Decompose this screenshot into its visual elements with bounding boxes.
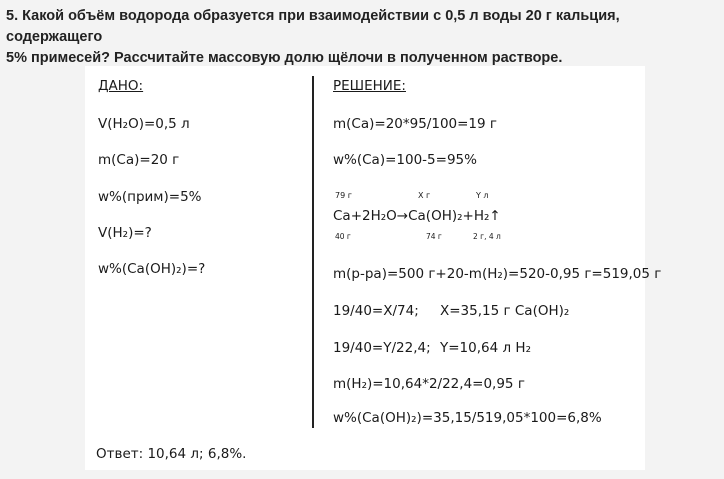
result-y: Y=10,64 л H₂ bbox=[440, 340, 531, 356]
reaction-equation bbox=[333, 208, 501, 224]
mass-pure-calcium: m(Ca)=20*95/100=19 г bbox=[333, 116, 497, 132]
eq-below-ca: 40 г bbox=[335, 232, 351, 241]
eq-above-h2: Y л bbox=[476, 191, 489, 200]
proportion-y: 19/40=Y/22,4; bbox=[333, 340, 431, 356]
calcium-purity: w%(Ca)=100-5=95% bbox=[333, 152, 477, 168]
eq-products: Ca(OH)₂+H₂ bbox=[408, 208, 490, 224]
mass-hydrogen: m(H₂)=10,64*2/22,4=0,95 г bbox=[333, 376, 525, 392]
given-header: ДАНО: bbox=[98, 78, 144, 94]
eq-below-h2: 2 г, 4 л bbox=[473, 232, 501, 241]
proportion-x: 19/40=X/74; bbox=[333, 303, 419, 319]
eq-reactants: Ca+2H₂O bbox=[333, 208, 397, 224]
given-impurity: w%(прим)=5% bbox=[98, 189, 202, 205]
hydroxide-fraction: w%(Ca(OH)₂)=35,15/519,05*100=6,8% bbox=[333, 410, 602, 426]
given-mass-calcium: m(Ca)=20 г bbox=[98, 152, 180, 168]
given-hydroxide-fraction: w%(Ca(OH)₂)=? bbox=[98, 261, 206, 277]
reaction-arrow-icon: → bbox=[396, 208, 409, 224]
eq-below-caoh: 74 г bbox=[426, 232, 442, 241]
column-divider bbox=[312, 76, 314, 428]
final-answer: Ответ: 10,64 л; 6,8%. bbox=[96, 446, 247, 462]
eq-above-caoh: X г bbox=[418, 191, 431, 200]
problem-line-2: 5% примесей? Рассчитайте массовую долю щёлочи в полученном растворе. bbox=[6, 50, 563, 66]
mass-solution: m(р-ра)=500 г+20-m(H₂)=520-0,95 г=519,05 г bbox=[333, 266, 662, 282]
solution-header: РЕШЕНИЕ: bbox=[333, 78, 406, 94]
gas-up-arrow-icon: ↑ bbox=[489, 208, 501, 224]
problem-statement bbox=[6, 6, 718, 69]
given-volume-water: V(H₂O)=0,5 л bbox=[98, 116, 190, 132]
given-volume-hydrogen: V(H₂)=? bbox=[98, 225, 152, 241]
eq-above-ca: 79 г bbox=[335, 191, 352, 200]
problem-line-1: 5. Какой объём водорода образуется при взаимодействии с 0,5 л воды 20 г кальция, содержащего bbox=[6, 8, 620, 45]
result-x: X=35,15 г Ca(OH)₂ bbox=[440, 303, 570, 319]
